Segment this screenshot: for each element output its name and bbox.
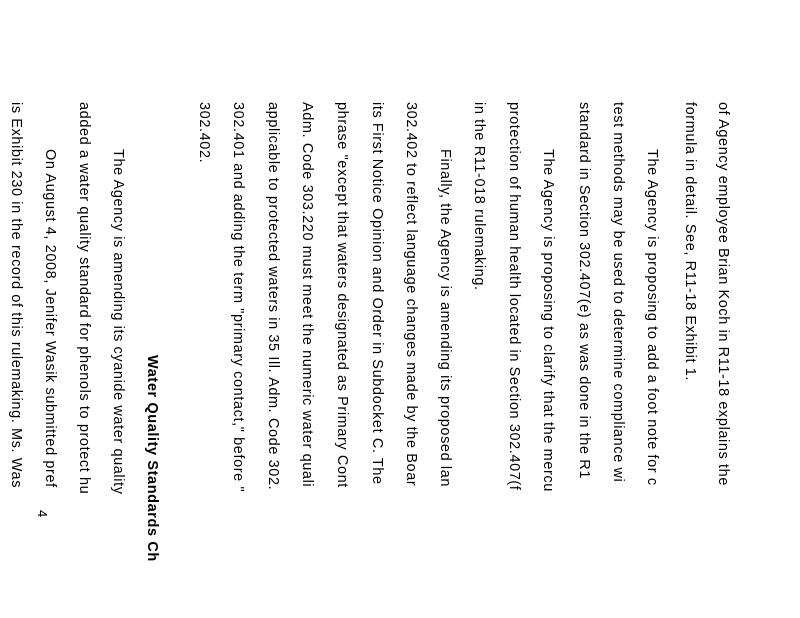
text-line: The Agency is proposing to add a foot note for c (644, 149, 660, 486)
text-line: 302.402. (196, 102, 212, 164)
text-line: The Agency is proposing to clarify that the mercu (540, 149, 556, 492)
text-line: protection of human health located in Section 302.407(f (506, 102, 522, 491)
text-line: formula in detail. See, R11-18 Exhibit 1. (682, 102, 698, 382)
text-line: Finally, the Agency is amending its proposed lan (437, 149, 453, 488)
text-line: 302.401 and adding the term "primary contact," before " (230, 102, 246, 493)
text-line: On August 4, 2008, Jenifer Wasik submitted pref (42, 149, 58, 488)
text-line: its First Notice Opinion and Order in Subdocket C. The (369, 102, 385, 485)
text-line: The Agency is amending its cyanide water quality (110, 149, 126, 495)
text-line: 302.402 to reflect language changes made by the Boar (403, 102, 419, 487)
text-line: standard in Section 302.407(e) as was done in the R1 (576, 102, 592, 480)
text-line: Adm. Code 303.220 must meet the numeric water quali (299, 102, 315, 488)
text-line: phrase "except that waters designated as Primary Cont (334, 102, 350, 488)
text-line: in the R11-018 rulemaking. (471, 102, 487, 291)
page-number: 4 (35, 510, 50, 518)
text-line: test methods may be used to determine compliance wi (610, 102, 626, 483)
text-line: is Exhibit 230 in the record of this rulemaking. Ms. Was (8, 102, 24, 489)
section-heading: Water Quality Standards Ch (144, 355, 160, 562)
text-line: added a water quality standard for phenols to protect hu (76, 102, 92, 495)
text-line: of Agency employee Brian Koch in R11-18 explains the (715, 102, 731, 486)
text-line: applicable to protected waters in 35 Ill. Adm. Code 302. (265, 102, 281, 491)
